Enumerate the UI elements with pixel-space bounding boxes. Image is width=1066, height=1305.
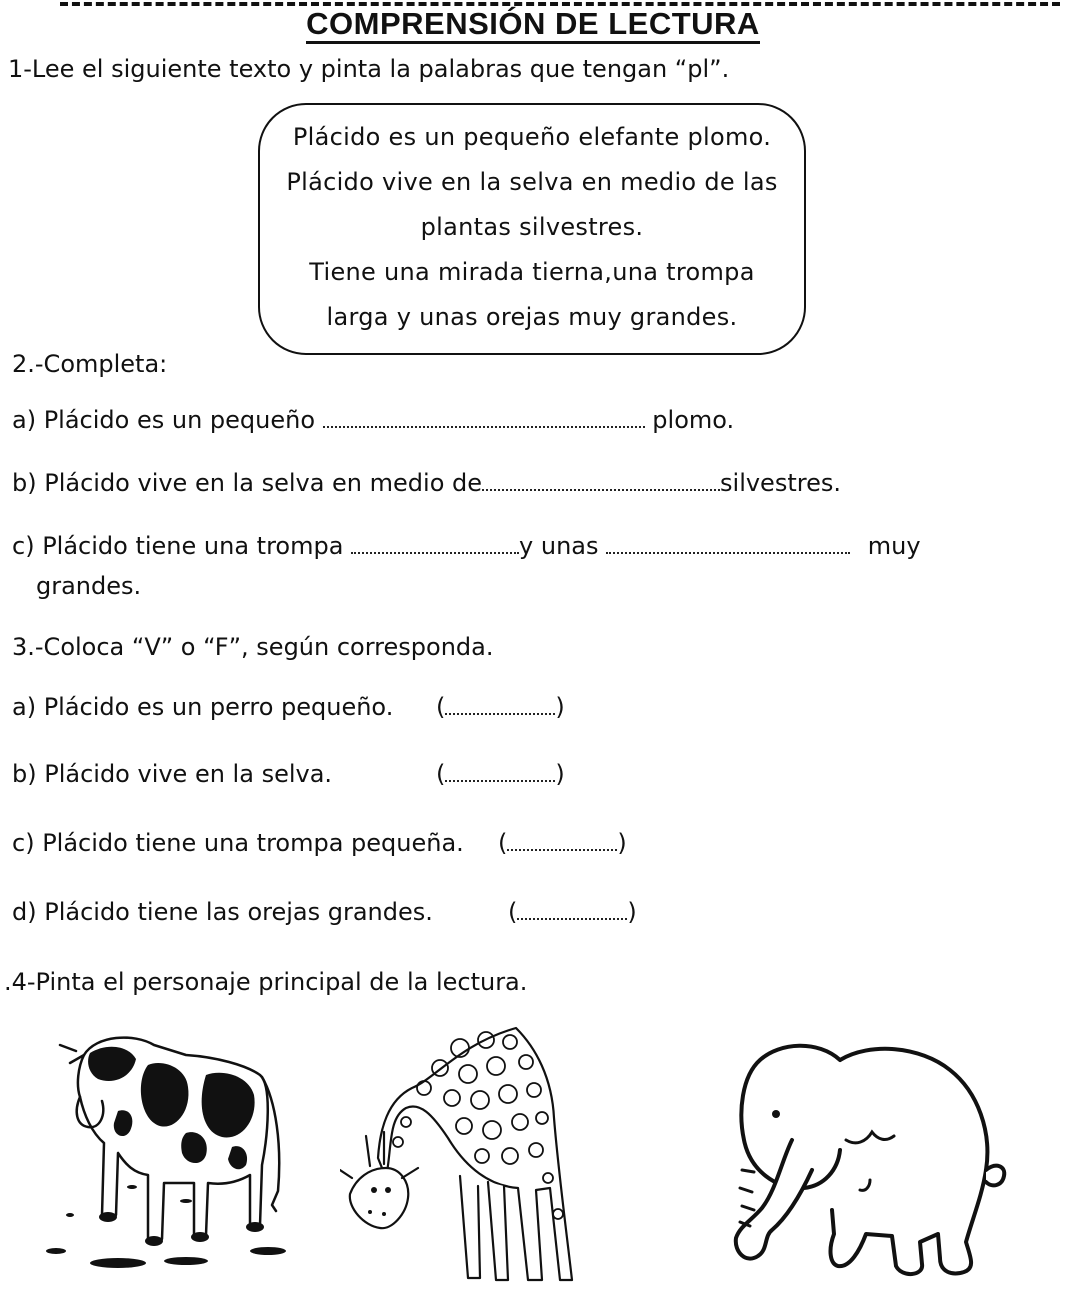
true-false-blank[interactable]: ( )	[436, 760, 565, 788]
completion-a-start: a) Plácido es un pequeño	[12, 406, 316, 434]
page-title-text: COMPRENSIÓN DE LECTURA	[306, 6, 760, 44]
story-line: plantas silvestres.	[420, 213, 644, 241]
completion-a-end: plomo.	[652, 406, 735, 434]
question-4-heading: .4-Pinta el personaje principal de la lectura.	[4, 968, 528, 996]
true-false-blank[interactable]: ( )	[498, 829, 627, 857]
giraffe-drawing[interactable]	[340, 1018, 590, 1298]
answer-blank[interactable]	[606, 534, 850, 554]
true-false-item-b: b) Plácido vive en la selva.	[12, 760, 333, 788]
page-title	[0, 6, 1066, 42]
question-3-heading: 3.-Coloca “V” o “F”, según corresponda.	[12, 633, 494, 661]
true-false-item-d: d) Plácido tiene las orejas grandes.	[12, 898, 433, 926]
completion-a	[12, 406, 734, 435]
answer-blank[interactable]	[482, 471, 720, 491]
story-line: Tiene una mirada tierna,una trompa	[309, 258, 755, 286]
answer-blank[interactable]	[323, 408, 645, 428]
completion-c-start: c) Plácido tiene una trompa	[12, 532, 344, 560]
elephant-eye	[772, 1110, 780, 1118]
true-false-item-c: c) Plácido tiene una trompa pequeña.	[12, 829, 464, 857]
story-line: Plácido vive en la selva en medio de las	[286, 168, 778, 196]
story-line: Plácido es un pequeño elefante plomo.	[292, 123, 772, 151]
completion-c	[12, 532, 921, 561]
completion-b	[12, 469, 841, 498]
question-1: 1-Lee el siguiente texto y pinta la palabras que tengan “pl”.	[8, 55, 730, 83]
true-false-blank[interactable]: ( )	[436, 693, 565, 721]
true-false-item-a: a) Plácido es un perro pequeño.	[12, 693, 394, 721]
cow-drawing[interactable]	[36, 1015, 306, 1280]
question-2-heading: 2.-Completa:	[12, 350, 168, 378]
completion-c-end: muy	[867, 532, 921, 560]
completion-c-continuation: grandes.	[36, 572, 142, 600]
story-line: larga y unas orejas muy grandes.	[326, 303, 738, 331]
true-false-blank[interactable]: ( )	[508, 898, 637, 926]
completion-c-mid: y unas	[519, 532, 599, 560]
answer-blank[interactable]	[351, 534, 519, 554]
completion-b-end: silvestres.	[720, 469, 841, 497]
completion-b-start: b) Plácido vive en la selva en medio de	[12, 469, 483, 497]
elephant-drawing[interactable]	[720, 1020, 1020, 1290]
